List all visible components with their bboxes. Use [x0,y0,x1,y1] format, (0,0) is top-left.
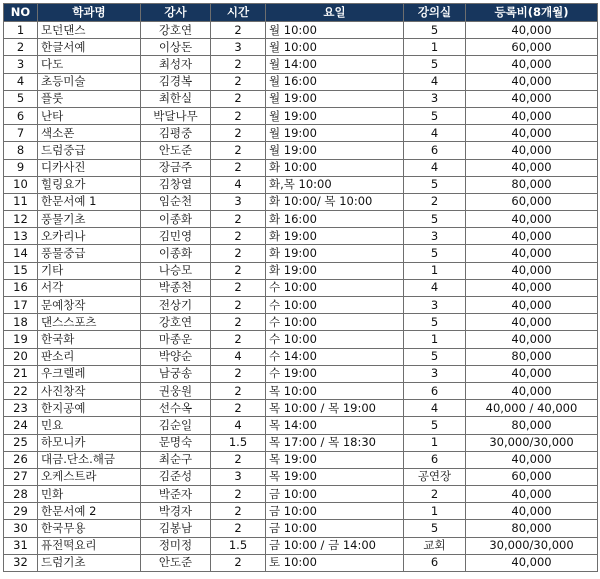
cell-instructor: 강호연 [141,314,211,331]
table-header-row [4,4,598,22]
header-no: NO [4,4,38,22]
cell-fee: 40,000 [466,211,598,228]
table-row [4,537,598,554]
cell-fee: 40,000 [466,314,598,331]
cell-classroom: 6 [404,554,466,571]
table-row [4,451,598,468]
cell-course-name: 드럼중급 [38,142,141,159]
cell-course-name: 오카리나 [38,228,141,245]
cell-classroom: 6 [404,382,466,399]
course-schedule-table [3,3,598,572]
table-row [4,554,598,571]
cell-classroom: 4 [404,125,466,142]
cell-course-name: 풍물중급 [38,245,141,262]
cell-hours: 4 [211,176,266,193]
cell-fee: 40,000 [466,125,598,142]
table-body [4,22,598,572]
header-hours: 시간 [211,4,266,22]
cell-fee: 40,000 [466,142,598,159]
cell-hours: 2 [211,125,266,142]
cell-hours: 2 [211,211,266,228]
cell-hours: 2 [211,314,266,331]
cell-classroom: 5 [404,56,466,73]
cell-fee: 40,000 [466,451,598,468]
cell-instructor: 선수옥 [141,400,211,417]
cell-classroom: 공연장 [404,468,466,485]
cell-hours: 2 [211,56,266,73]
cell-instructor: 김평중 [141,125,211,142]
cell-course-name: 한문서예 1 [38,193,141,210]
cell-instructor: 김순일 [141,417,211,434]
cell-fee: 40,000 [466,297,598,314]
cell-instructor: 김봉남 [141,520,211,537]
header-course-name: 학과명 [38,4,141,22]
cell-course-name: 힐링요가 [38,176,141,193]
cell-classroom: 2 [404,193,466,210]
cell-course-name: 하모니카 [38,434,141,451]
cell-instructor: 최순구 [141,451,211,468]
cell-instructor: 남궁송 [141,365,211,382]
cell-instructor: 강호연 [141,22,211,39]
cell-hours: 2 [211,107,266,124]
table-row [4,348,598,365]
cell-instructor: 이종화 [141,245,211,262]
table-row [4,107,598,124]
cell-hours: 2 [211,228,266,245]
cell-hours: 2 [211,22,266,39]
cell-day-time: 수 10:00 [266,279,404,296]
cell-no: 28 [4,486,38,503]
cell-fee: 40,000 [466,90,598,107]
cell-course-name: 사진창작 [38,382,141,399]
table-row [4,486,598,503]
cell-hours: 2 [211,554,266,571]
cell-fee: 60,000 [466,193,598,210]
header-instructor: 강사 [141,4,211,22]
cell-day-time: 토 10:00 [266,554,404,571]
table-row [4,314,598,331]
cell-hours: 2 [211,245,266,262]
cell-course-name: 기타 [38,262,141,279]
cell-no: 11 [4,193,38,210]
cell-no: 23 [4,400,38,417]
cell-course-name: 퓨전떡요리 [38,537,141,554]
cell-instructor: 김창열 [141,176,211,193]
cell-hours: 2 [211,382,266,399]
table-row [4,382,598,399]
cell-classroom: 2 [404,486,466,503]
cell-hours: 2 [211,486,266,503]
cell-hours: 2 [211,365,266,382]
cell-course-name: 색소폰 [38,125,141,142]
cell-day-time: 월 14:00 [266,56,404,73]
cell-course-name: 판소리 [38,348,141,365]
table-row [4,22,598,39]
cell-classroom: 4 [404,400,466,417]
cell-fee: 40,000 [466,228,598,245]
table-row [4,279,598,296]
cell-hours: 3 [211,193,266,210]
cell-hours: 2 [211,331,266,348]
cell-no: 15 [4,262,38,279]
cell-classroom: 5 [404,176,466,193]
cell-course-name: 민화 [38,486,141,503]
cell-classroom: 5 [404,245,466,262]
cell-fee: 80,000 [466,520,598,537]
cell-no: 22 [4,382,38,399]
cell-classroom: 5 [404,417,466,434]
cell-classroom: 3 [404,228,466,245]
cell-course-name: 민요 [38,417,141,434]
cell-no: 29 [4,503,38,520]
table-row [4,468,598,485]
course-table-container [3,3,598,572]
cell-day-time: 월 19:00 [266,90,404,107]
cell-course-name: 오케스트라 [38,468,141,485]
cell-day-time: 화 19:00 [266,262,404,279]
cell-day-time: 목 14:00 [266,417,404,434]
cell-classroom: 1 [404,503,466,520]
cell-instructor: 박경자 [141,503,211,520]
table-row [4,39,598,56]
table-row [4,417,598,434]
cell-no: 14 [4,245,38,262]
cell-fee: 40,000 [466,382,598,399]
cell-classroom: 4 [404,159,466,176]
cell-course-name: 디카사진 [38,159,141,176]
cell-fee: 30,000/30,000 [466,434,598,451]
cell-fee: 80,000 [466,176,598,193]
cell-no: 18 [4,314,38,331]
cell-hours: 1.5 [211,537,266,554]
cell-fee: 40,000 [466,486,598,503]
table-row [4,56,598,73]
cell-classroom: 4 [404,279,466,296]
cell-classroom: 5 [404,107,466,124]
cell-no: 26 [4,451,38,468]
cell-course-name: 대금.단소.해금 [38,451,141,468]
cell-instructor: 박준자 [141,486,211,503]
cell-instructor: 장금주 [141,159,211,176]
cell-hours: 2 [211,90,266,107]
header-fee: 등록비(8개월) [466,4,598,22]
cell-day-time: 월 16:00 [266,73,404,90]
cell-no: 30 [4,520,38,537]
table-row [4,331,598,348]
cell-no: 32 [4,554,38,571]
cell-no: 25 [4,434,38,451]
header-classroom: 강의실 [404,4,466,22]
cell-no: 5 [4,90,38,107]
cell-course-name: 모던댄스 [38,22,141,39]
cell-course-name: 한글서예 [38,39,141,56]
cell-classroom: 5 [404,22,466,39]
cell-hours: 4 [211,417,266,434]
cell-fee: 40,000 [466,365,598,382]
cell-fee: 30,000/30,000 [466,537,598,554]
cell-no: 4 [4,73,38,90]
cell-instructor: 권웅원 [141,382,211,399]
cell-instructor: 문명숙 [141,434,211,451]
cell-day-time: 화 16:00 [266,211,404,228]
cell-fee: 40,000 [466,503,598,520]
cell-fee: 40,000 [466,262,598,279]
cell-fee: 40,000 [466,245,598,262]
cell-hours: 4 [211,348,266,365]
table-row [4,520,598,537]
cell-no: 10 [4,176,38,193]
cell-day-time: 목 10:00 / 목 19:00 [266,400,404,417]
cell-day-time: 목 19:00 [266,468,404,485]
cell-day-time: 월 10:00 [266,22,404,39]
cell-fee: 40,000 [466,22,598,39]
cell-hours: 1.5 [211,434,266,451]
cell-day-time: 화 10:00 [266,159,404,176]
cell-fee: 40,000 [466,279,598,296]
cell-day-time: 수 19:00 [266,365,404,382]
cell-instructor: 마종운 [141,331,211,348]
table-row [4,193,598,210]
cell-course-name: 플룻 [38,90,141,107]
cell-fee: 40,000 [466,73,598,90]
cell-instructor: 김경복 [141,73,211,90]
table-row [4,142,598,159]
cell-no: 17 [4,297,38,314]
cell-hours: 2 [211,297,266,314]
cell-instructor: 김민영 [141,228,211,245]
cell-classroom: 5 [404,348,466,365]
table-row [4,503,598,520]
cell-day-time: 화 19:00 [266,228,404,245]
table-row [4,365,598,382]
cell-hours: 2 [211,520,266,537]
table-row [4,125,598,142]
cell-no: 31 [4,537,38,554]
cell-day-time: 금 10:00 / 금 14:00 [266,537,404,554]
cell-classroom: 1 [404,39,466,56]
cell-classroom: 3 [404,90,466,107]
cell-no: 1 [4,22,38,39]
cell-day-time: 수 10:00 [266,331,404,348]
cell-classroom: 교회 [404,537,466,554]
table-row [4,297,598,314]
cell-day-time: 수 10:00 [266,297,404,314]
cell-instructor: 박달나무 [141,107,211,124]
cell-day-time: 금 10:00 [266,520,404,537]
header-day-time: 요일 [266,4,404,22]
cell-day-time: 월 19:00 [266,125,404,142]
cell-instructor: 이종화 [141,211,211,228]
cell-classroom: 4 [404,73,466,90]
cell-classroom: 5 [404,520,466,537]
cell-hours: 2 [211,400,266,417]
cell-course-name: 한국화 [38,331,141,348]
cell-classroom: 5 [404,211,466,228]
cell-course-name: 한국무용 [38,520,141,537]
cell-course-name: 난타 [38,107,141,124]
cell-hours: 2 [211,503,266,520]
table-row [4,262,598,279]
table-row [4,159,598,176]
cell-no: 16 [4,279,38,296]
cell-fee: 40,000 [466,159,598,176]
cell-day-time: 월 19:00 [266,142,404,159]
cell-hours: 2 [211,451,266,468]
cell-no: 2 [4,39,38,56]
cell-instructor: 최성자 [141,56,211,73]
cell-course-name: 드럼기초 [38,554,141,571]
cell-day-time: 금 10:00 [266,503,404,520]
cell-hours: 2 [211,159,266,176]
table-row [4,228,598,245]
cell-course-name: 댄스스포츠 [38,314,141,331]
cell-fee: 80,000 [466,348,598,365]
cell-instructor: 나승모 [141,262,211,279]
cell-instructor: 안도준 [141,554,211,571]
cell-instructor: 전상기 [141,297,211,314]
table-row [4,245,598,262]
cell-classroom: 6 [404,142,466,159]
cell-day-time: 목 19:00 [266,451,404,468]
cell-no: 19 [4,331,38,348]
cell-course-name: 초등미술 [38,73,141,90]
cell-no: 27 [4,468,38,485]
cell-course-name: 한문서예 2 [38,503,141,520]
table-row [4,434,598,451]
cell-day-time: 금 10:00 [266,486,404,503]
table-row [4,73,598,90]
table-row [4,211,598,228]
cell-classroom: 1 [404,434,466,451]
cell-day-time: 목 10:00 [266,382,404,399]
cell-no: 21 [4,365,38,382]
cell-day-time: 화,목 10:00 [266,176,404,193]
cell-fee: 80,000 [466,417,598,434]
cell-day-time: 화 10:00/ 목 10:00 [266,193,404,210]
cell-instructor: 김준성 [141,468,211,485]
cell-classroom: 3 [404,365,466,382]
cell-no: 24 [4,417,38,434]
table-row [4,90,598,107]
cell-instructor: 최한실 [141,90,211,107]
cell-hours: 3 [211,39,266,56]
cell-no: 9 [4,159,38,176]
cell-classroom: 3 [404,297,466,314]
cell-instructor: 안도준 [141,142,211,159]
cell-day-time: 화 19:00 [266,245,404,262]
cell-classroom: 1 [404,331,466,348]
cell-course-name: 한지공예 [38,400,141,417]
cell-course-name: 서각 [38,279,141,296]
cell-fee: 40,000 / 40,000 [466,400,598,417]
cell-instructor: 박종천 [141,279,211,296]
table-row [4,176,598,193]
cell-instructor: 박양순 [141,348,211,365]
cell-hours: 3 [211,468,266,485]
cell-hours: 2 [211,262,266,279]
cell-instructor: 이상돈 [141,39,211,56]
cell-no: 6 [4,107,38,124]
cell-day-time: 월 10:00 [266,39,404,56]
cell-hours: 2 [211,279,266,296]
cell-day-time: 월 19:00 [266,107,404,124]
cell-fee: 40,000 [466,554,598,571]
table-row [4,400,598,417]
cell-fee: 60,000 [466,468,598,485]
cell-no: 13 [4,228,38,245]
cell-course-name: 우크렐레 [38,365,141,382]
cell-no: 20 [4,348,38,365]
cell-classroom: 1 [404,262,466,279]
cell-hours: 2 [211,142,266,159]
cell-no: 3 [4,56,38,73]
cell-classroom: 6 [404,451,466,468]
cell-fee: 40,000 [466,107,598,124]
cell-instructor: 정미정 [141,537,211,554]
cell-day-time: 수 10:00 [266,314,404,331]
cell-day-time: 수 14:00 [266,348,404,365]
cell-course-name: 다도 [38,56,141,73]
cell-course-name: 문예창작 [38,297,141,314]
cell-course-name: 풍물기초 [38,211,141,228]
cell-no: 8 [4,142,38,159]
cell-fee: 60,000 [466,39,598,56]
cell-fee: 40,000 [466,331,598,348]
cell-no: 12 [4,211,38,228]
cell-instructor: 임순천 [141,193,211,210]
cell-fee: 40,000 [466,56,598,73]
cell-day-time: 목 17:00 / 목 18:30 [266,434,404,451]
cell-no: 7 [4,125,38,142]
cell-hours: 2 [211,73,266,90]
cell-classroom: 5 [404,314,466,331]
